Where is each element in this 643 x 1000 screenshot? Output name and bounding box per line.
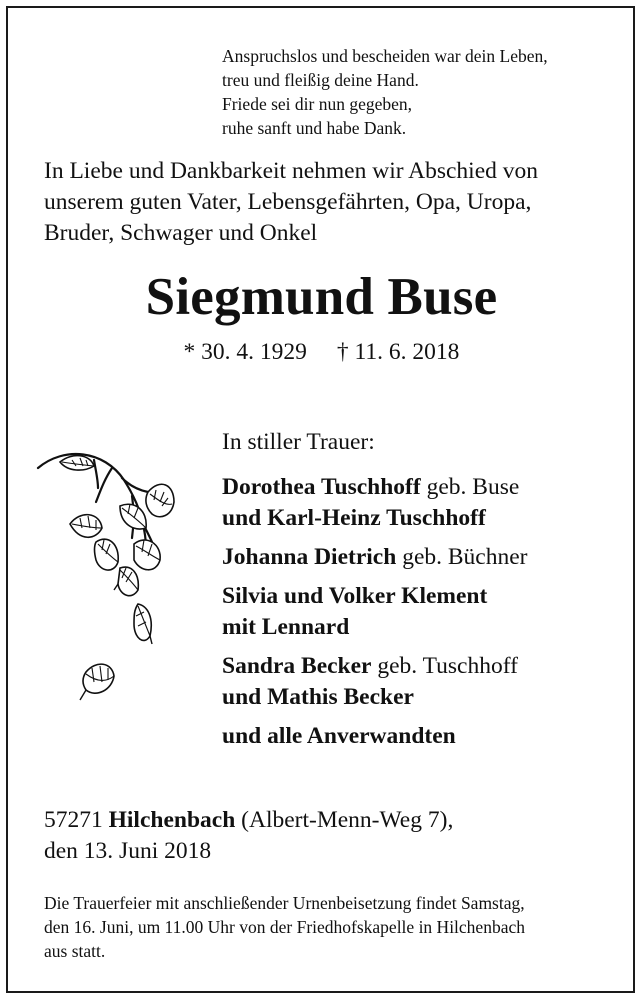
mourners-heading: In stiller Trauer: xyxy=(222,429,375,455)
mourner-name: und Mathis Becker xyxy=(222,684,414,710)
intro-line: unserem guten Vater, Lebensgefährten, Opa, Uropa, xyxy=(44,189,532,215)
mourner-name: Johanna Dietrich xyxy=(222,544,397,570)
poem xyxy=(222,44,622,140)
notice-date: den 13. Juni 2018 xyxy=(44,838,212,864)
intro-line: Bruder, Schwager und Onkel xyxy=(44,220,318,246)
mourner-note: geb. Büchner xyxy=(396,544,528,570)
mourner-group xyxy=(222,472,622,534)
poem-line: Anspruchslos und bescheiden war dein Leben, xyxy=(222,46,548,66)
intro-text xyxy=(44,156,624,249)
notice-line: Die Trauerfeier mit anschließender Urnenbeisetzung findet Samstag, xyxy=(44,893,525,913)
deceased-name: Siegmund Buse xyxy=(145,268,498,326)
mourner-note: geb. Tuschhoff xyxy=(371,653,518,679)
mourner-group xyxy=(222,542,622,573)
place-and-date xyxy=(44,805,624,867)
mourner-group xyxy=(222,581,622,643)
postcode: 57271 xyxy=(44,807,109,833)
birth-date: * 30. 4. 1929 xyxy=(183,339,307,365)
life-dates xyxy=(0,336,643,368)
notice-line: den 16. Juni, um 11.00 Uhr von der Friedhofskapelle in Hilchenbach xyxy=(44,917,525,937)
mourner-name: und Karl-Heinz Tuschhoff xyxy=(222,505,486,531)
poem-line: treu und fleißig deine Hand. xyxy=(222,70,419,90)
mourners-closing: und alle Anverwandten xyxy=(222,723,456,749)
poem-line: ruhe sanft und habe Dank. xyxy=(222,118,407,138)
poem-line: Friede sei dir nun gegeben, xyxy=(222,94,413,114)
mourner-name: Silvia und Volker Klement xyxy=(222,583,488,609)
mourner-name: mit Lennard xyxy=(222,614,350,640)
intro-line: In Liebe und Dankbarkeit nehmen wir Abschied von xyxy=(44,158,539,184)
mourner-group xyxy=(222,651,622,713)
funeral-notice xyxy=(44,891,609,963)
mourner-note: geb. Buse xyxy=(420,474,520,500)
notice-line: aus statt. xyxy=(44,941,106,961)
mourner-name: Sandra Becker xyxy=(222,653,372,679)
mourner-name: Dorothea Tuschhoff xyxy=(222,474,421,500)
address: (Albert-Menn-Weg 7), xyxy=(235,807,454,833)
falling-leaves-icon xyxy=(34,440,194,720)
city: Hilchenbach xyxy=(108,807,236,833)
death-date: † 11. 6. 2018 xyxy=(336,339,460,365)
mourners-list xyxy=(222,427,622,760)
